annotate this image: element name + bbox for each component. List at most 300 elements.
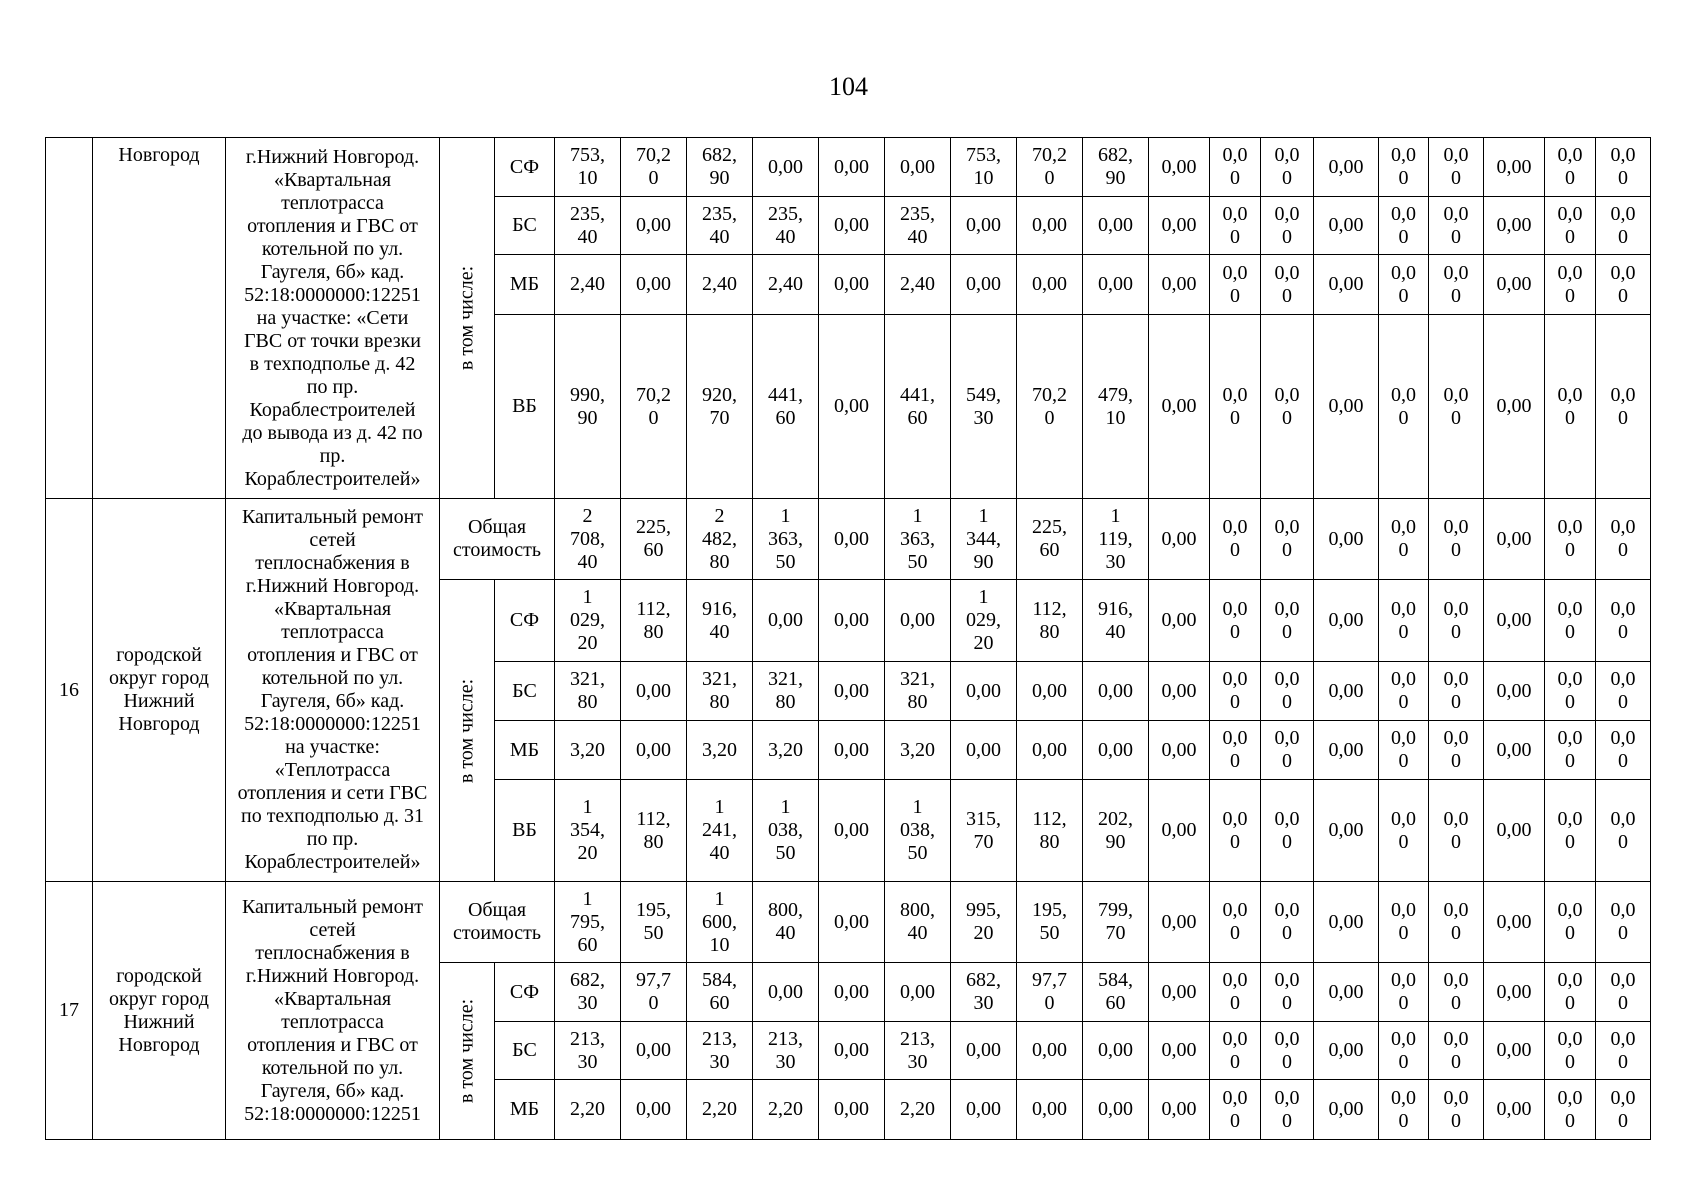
- amount-cell: [620, 579, 687, 662]
- municipality-line: Нижний: [123, 1010, 195, 1033]
- funding-source-cell: [494, 720, 555, 780]
- amount-cell: [1148, 137, 1210, 197]
- amount-cell: [620, 314, 687, 499]
- amount-value: 0,00: [1274, 668, 1300, 713]
- municipality-line: городской: [116, 964, 202, 987]
- amount-value: 0,00: [1328, 527, 1364, 550]
- amount-value: 235,40: [900, 202, 935, 248]
- amount-value: 112,80: [1032, 597, 1067, 643]
- item-number-cell: [45, 881, 93, 1140]
- amount-value: 2,20: [570, 1098, 605, 1120]
- amount-value: 0,00: [1274, 1027, 1300, 1073]
- amount-value: 0,00: [1328, 1098, 1364, 1120]
- amount-value: 0,00: [966, 1039, 1001, 1061]
- funding-source-label: МБ: [509, 738, 540, 761]
- object-name-cell: [225, 881, 440, 1140]
- amount-cell: [884, 779, 951, 882]
- amount-cell: [1595, 254, 1651, 315]
- amount-value: 0,00: [834, 1098, 869, 1120]
- amount-cell: [752, 779, 819, 882]
- funding-source-label: ВБ: [512, 819, 537, 841]
- amount-value: 0,00: [1557, 969, 1583, 1014]
- amount-cell: [1016, 779, 1083, 882]
- amount-value: 2,40: [570, 273, 605, 295]
- amount-value: 0,00: [1391, 202, 1416, 248]
- amount-cell: [884, 254, 951, 315]
- amount-value: 2,40: [768, 273, 803, 295]
- amount-cell: [686, 579, 753, 662]
- amount-value: 0,00: [1161, 738, 1197, 761]
- amount-value: 0,00: [1274, 899, 1300, 944]
- amount-cell: [1595, 661, 1651, 721]
- amount-value: 0,00: [1610, 668, 1636, 713]
- total-cost-label-cell: [439, 498, 555, 580]
- amount-value: 0,00: [1443, 668, 1469, 713]
- amount-value: 0,00: [1328, 273, 1364, 295]
- amount-value: 0,00: [1098, 1039, 1133, 1061]
- amount-value: 0,00: [1557, 1027, 1583, 1073]
- amount-value: 0,00: [834, 214, 869, 236]
- amount-cell: [752, 254, 819, 315]
- amount-cell: [554, 579, 621, 662]
- amount-cell: [554, 254, 621, 315]
- amount-value: 0,00: [1557, 597, 1583, 643]
- amount-cell: [884, 661, 951, 721]
- amount-cell: [686, 779, 753, 882]
- amount-value: 0,00: [1391, 597, 1416, 643]
- amount-cell: [1313, 962, 1379, 1022]
- amount-value: 0,00: [966, 738, 1001, 761]
- amount-value: 321,80: [570, 668, 605, 713]
- amount-cell: [818, 661, 885, 721]
- amount-cell: [1082, 779, 1149, 882]
- amount-value: 0,00: [1161, 1098, 1197, 1120]
- municipality-line: Новгород: [118, 713, 200, 735]
- item-number: 16: [59, 678, 79, 701]
- amount-cell: [1313, 137, 1379, 197]
- amount-cell: [1082, 720, 1149, 780]
- amount-value: 1 029,20: [570, 586, 605, 654]
- amount-cell: [1483, 137, 1545, 197]
- amount-value: 0,00: [1098, 273, 1133, 295]
- amount-value: 0,00: [1161, 819, 1197, 841]
- amount-cell: [1260, 962, 1314, 1022]
- amount-value: 0,00: [1222, 899, 1248, 944]
- amount-cell: [1209, 962, 1261, 1022]
- amount-cell: [1209, 1079, 1261, 1140]
- amount-value: 0,00: [1496, 910, 1532, 933]
- amount-value: 3,20: [702, 738, 737, 761]
- amount-value: 3,20: [768, 738, 803, 761]
- amount-cell: [686, 1021, 753, 1080]
- amount-value: 0,00: [1610, 727, 1636, 772]
- amount-cell: [1082, 196, 1149, 255]
- amount-value: 0,00: [1328, 819, 1364, 841]
- amount-value: 0,00: [1443, 202, 1469, 248]
- amount-value: 1 241,40: [702, 796, 737, 864]
- amount-value: 0,00: [1610, 1086, 1636, 1132]
- amount-value: 0,00: [1443, 144, 1469, 189]
- amount-cell: [1209, 779, 1261, 882]
- funding-source-label: ВБ: [512, 395, 537, 417]
- amount-value: 0,00: [1222, 383, 1248, 429]
- amount-value: 0,00: [1032, 214, 1067, 236]
- amount-value: 995,20: [966, 899, 1001, 944]
- object-name-line: теплотрасса: [281, 191, 384, 214]
- amount-value: 0,00: [1443, 1027, 1469, 1073]
- amount-cell: [1260, 779, 1314, 882]
- amount-cell: [1082, 314, 1149, 499]
- amount-value: 0,00: [1274, 1086, 1300, 1132]
- amount-cell: [1313, 254, 1379, 315]
- municipality-cell: [92, 498, 226, 882]
- amount-value: 0,00: [1443, 727, 1469, 772]
- amount-cell: [1082, 254, 1149, 315]
- amount-cell: [1378, 779, 1429, 882]
- amount-cell: [554, 314, 621, 499]
- amount-cell: [1428, 720, 1484, 780]
- amount-value: 441,60: [900, 383, 935, 429]
- amount-cell: [1544, 1079, 1596, 1140]
- amount-value: 584,60: [1098, 969, 1133, 1014]
- object-name-line: на участке: «Сети: [256, 306, 409, 329]
- object-name-line: отопления и ГВС от: [247, 644, 418, 666]
- amount-value: 0,00: [1161, 1039, 1197, 1061]
- object-name-line: ГВС от точки врезки: [243, 329, 422, 352]
- amount-value: 70,20: [636, 383, 671, 429]
- amount-cell: [818, 137, 885, 197]
- object-name-line: «Квартальная: [273, 168, 392, 191]
- amount-value: 0,00: [768, 609, 803, 631]
- amount-value: 0,00: [1610, 202, 1636, 248]
- amount-cell: [884, 196, 951, 255]
- amount-value: 0,00: [1032, 273, 1067, 295]
- amount-value: 70,20: [636, 144, 671, 189]
- amount-value: 1 038,50: [768, 796, 803, 864]
- including-label-cell: [439, 579, 495, 882]
- amount-value: 0,00: [1557, 668, 1583, 713]
- amount-cell: [1483, 962, 1545, 1022]
- amount-cell: [1148, 498, 1210, 580]
- amount-value: 0,00: [1496, 980, 1532, 1003]
- amount-value: 0,00: [1032, 1039, 1067, 1061]
- amount-value: 0,00: [1328, 679, 1364, 702]
- amount-cell: [1378, 661, 1429, 721]
- amount-value: 0,00: [1098, 1098, 1133, 1120]
- amount-cell: [1313, 1079, 1379, 1140]
- amount-value: 70,20: [1032, 144, 1067, 189]
- amount-cell: [1209, 579, 1261, 662]
- amount-cell: [1483, 720, 1545, 780]
- amount-cell: [950, 1079, 1017, 1140]
- amount-value: 0,00: [1161, 395, 1197, 417]
- amount-value: 213,30: [570, 1027, 605, 1073]
- funding-source-label: БС: [512, 214, 537, 236]
- amount-value: 0,00: [1610, 1027, 1636, 1073]
- amount-value: 195,50: [1032, 899, 1067, 944]
- amount-cell: [884, 137, 951, 197]
- amount-value: 0,00: [1098, 738, 1133, 761]
- amount-value: 0,00: [1274, 261, 1300, 307]
- amount-value: 753,10: [570, 144, 605, 189]
- amount-value: 0,00: [1222, 202, 1248, 248]
- amount-cell: [818, 1079, 885, 1140]
- amount-cell: [1428, 137, 1484, 197]
- amount-value: 0,00: [1557, 261, 1583, 307]
- amount-value: 0,00: [1443, 1086, 1469, 1132]
- object-name-cell: [225, 137, 440, 499]
- amount-cell: [1082, 661, 1149, 721]
- amount-value: 990,90: [570, 383, 605, 429]
- amount-cell: [950, 720, 1017, 780]
- amount-cell: [1544, 498, 1596, 580]
- amount-value: 112,80: [636, 807, 671, 853]
- amount-value: 0,00: [1032, 738, 1067, 761]
- object-name-line: Гаугеля, 6б» кад.: [260, 690, 405, 712]
- amount-cell: [1544, 314, 1596, 499]
- amount-cell: [1378, 196, 1429, 255]
- amount-value: 682,90: [1098, 144, 1133, 189]
- amount-cell: [1260, 254, 1314, 315]
- amount-cell: [554, 137, 621, 197]
- amount-cell: [620, 962, 687, 1022]
- amount-cell: [1378, 881, 1429, 963]
- amount-value: 0,00: [1222, 261, 1248, 307]
- amount-cell: [1016, 579, 1083, 662]
- object-name-line: в техподполье д. 42: [249, 352, 416, 375]
- amount-value: 0,00: [1161, 910, 1197, 933]
- object-name-line: котельной по ул.: [261, 237, 404, 260]
- amount-cell: [1016, 720, 1083, 780]
- amount-value: 0,00: [1496, 1098, 1532, 1120]
- municipality-cell: [92, 881, 226, 1140]
- object-name-line: Гаугеля, 6б» кад.: [260, 260, 405, 283]
- amount-value: 0,00: [1098, 214, 1133, 236]
- amount-value: 0,00: [834, 910, 869, 933]
- item-number-cell: [45, 137, 93, 499]
- amount-value: 479,10: [1098, 383, 1133, 429]
- amount-value: 920,70: [702, 383, 737, 429]
- amount-value: 0,00: [1391, 727, 1416, 772]
- amount-cell: [1016, 254, 1083, 315]
- amount-value: 800,40: [768, 899, 803, 944]
- object-name-line: сетей: [309, 529, 356, 551]
- amount-cell: [1148, 314, 1210, 499]
- amount-value: 0,00: [1222, 668, 1248, 713]
- amount-cell: [818, 1021, 885, 1080]
- amount-value: 0,00: [1222, 1086, 1248, 1132]
- amount-cell: [1428, 1021, 1484, 1080]
- object-name-line: по техподполью д. 31: [240, 805, 425, 827]
- amount-cell: [620, 498, 687, 580]
- amount-value: 0,00: [1274, 144, 1300, 189]
- amount-value: 112,80: [1032, 807, 1067, 853]
- amount-value: 0,00: [1391, 383, 1416, 429]
- amount-value: 0,00: [1610, 597, 1636, 643]
- amount-value: 0,00: [1391, 807, 1416, 853]
- amount-cell: [686, 1079, 753, 1140]
- amount-value: 0,00: [1496, 395, 1532, 417]
- amount-cell: [884, 962, 951, 1022]
- amount-value: 0,00: [1274, 383, 1300, 429]
- amount-cell: [1428, 661, 1484, 721]
- amount-value: 0,00: [768, 980, 803, 1003]
- amount-cell: [1148, 720, 1210, 780]
- amount-value: 441,60: [768, 383, 803, 429]
- amount-cell: [752, 579, 819, 662]
- item-number-cell: [45, 498, 93, 882]
- amount-value: 0,00: [1274, 516, 1300, 561]
- object-name-line: отопления и сети ГВС: [237, 782, 428, 804]
- object-name-line: Гаугеля, 6б» кад.: [260, 1079, 405, 1102]
- amount-value: 0,00: [1274, 807, 1300, 853]
- object-name-line: сетей: [309, 918, 356, 941]
- amount-value: 321,80: [768, 668, 803, 713]
- amount-cell: [950, 579, 1017, 662]
- amount-cell: [1378, 720, 1429, 780]
- funding-source-cell: [494, 962, 555, 1022]
- amount-value: 97,70: [636, 969, 671, 1014]
- amount-cell: [1595, 579, 1651, 662]
- amount-cell: [1148, 779, 1210, 882]
- object-name-line: Кораблестроителей»: [244, 467, 421, 490]
- amount-cell: [1483, 314, 1545, 499]
- amount-value: 0,00: [1557, 727, 1583, 772]
- amount-value: 1 344,90: [966, 504, 1001, 573]
- amount-cell: [1544, 254, 1596, 315]
- amount-value: 584,60: [702, 969, 737, 1014]
- amount-cell: [950, 498, 1017, 580]
- funding-source-label: СФ: [509, 609, 540, 631]
- amount-value: 0,00: [1443, 597, 1469, 643]
- object-name-line: г.Нижний Новгород.: [245, 145, 420, 168]
- amount-value: 0,00: [1557, 1086, 1583, 1132]
- amount-cell: [1082, 137, 1149, 197]
- amount-cell: [686, 314, 753, 499]
- amount-cell: [554, 779, 621, 882]
- amount-value: 0,00: [1443, 807, 1469, 853]
- amount-cell: [620, 254, 687, 315]
- amount-cell: [1313, 498, 1379, 580]
- amount-cell: [1378, 1021, 1429, 1080]
- amount-cell: [1209, 1021, 1261, 1080]
- amount-cell: [1595, 137, 1651, 197]
- amount-value: 0,00: [1328, 738, 1364, 761]
- amount-value: 235,40: [570, 202, 605, 248]
- amount-cell: [1313, 1021, 1379, 1080]
- amount-cell: [1378, 962, 1429, 1022]
- amount-value: 0,00: [1496, 273, 1532, 295]
- amount-value: 0,00: [636, 214, 671, 236]
- amount-value: 0,00: [900, 609, 935, 631]
- amount-cell: [1544, 1021, 1596, 1080]
- amount-cell: [884, 720, 951, 780]
- amount-cell: [752, 314, 819, 499]
- funding-source-cell: [494, 196, 555, 255]
- amount-cell: [818, 962, 885, 1022]
- funding-source-cell: [494, 779, 555, 882]
- amount-value: 0,00: [1443, 899, 1469, 944]
- amount-cell: [950, 962, 1017, 1022]
- including-label: в том числе:: [455, 998, 478, 1104]
- amount-cell: [686, 137, 753, 197]
- amount-value: 225,60: [1032, 516, 1067, 561]
- amount-cell: [1082, 579, 1149, 662]
- amount-value: 0,00: [1610, 899, 1636, 944]
- amount-value: 315,70: [966, 807, 1001, 853]
- amount-cell: [1428, 962, 1484, 1022]
- amount-value: 202,90: [1098, 807, 1133, 853]
- total-cost-label: Общая стоимость: [453, 516, 541, 561]
- municipality-cell: [92, 137, 226, 499]
- amount-value: 0,00: [1391, 1027, 1416, 1073]
- including-label: в том числе:: [455, 678, 478, 783]
- amount-value: 0,00: [1161, 155, 1197, 178]
- amount-cell: [818, 720, 885, 780]
- funding-source-cell: [494, 137, 555, 197]
- amount-value: 799,70: [1098, 899, 1133, 944]
- amount-cell: [1595, 962, 1651, 1022]
- object-name-line: теплоснабжения в: [255, 941, 410, 964]
- object-name-line: «Квартальная: [273, 598, 392, 620]
- amount-value: 0,00: [636, 1098, 671, 1120]
- amount-value: 0,00: [834, 738, 869, 761]
- amount-value: 0,00: [834, 609, 869, 631]
- amount-value: 0,00: [1222, 969, 1248, 1014]
- amount-cell: [884, 579, 951, 662]
- object-name-line: «Квартальная: [273, 987, 392, 1010]
- amount-cell: [1148, 1021, 1210, 1080]
- amount-cell: [752, 498, 819, 580]
- amount-cell: [686, 661, 753, 721]
- amount-cell: [1428, 1079, 1484, 1140]
- amount-cell: [1209, 137, 1261, 197]
- amount-cell: [884, 498, 951, 580]
- amount-cell: [1595, 779, 1651, 882]
- amount-value: 0,00: [1391, 1086, 1416, 1132]
- amount-cell: [1483, 196, 1545, 255]
- amount-value: 0,00: [834, 679, 869, 702]
- amount-value: 0,00: [1274, 727, 1300, 772]
- amount-cell: [1260, 1079, 1314, 1140]
- amount-cell: [950, 1021, 1017, 1080]
- funding-source-label: БС: [512, 679, 537, 702]
- object-name-line: г.Нижний Новгород.: [245, 575, 420, 597]
- amount-cell: [1209, 314, 1261, 499]
- object-name-line: Кораблестроителей»: [244, 851, 421, 873]
- amount-cell: [1148, 962, 1210, 1022]
- amount-cell: [1595, 1079, 1651, 1140]
- amount-cell: [818, 254, 885, 315]
- amount-cell: [620, 137, 687, 197]
- amount-cell: [1209, 720, 1261, 780]
- funding-source-label: МБ: [509, 1098, 540, 1120]
- amount-cell: [554, 498, 621, 580]
- amount-value: 0,00: [1032, 1098, 1067, 1120]
- object-name-line: по пр.: [306, 375, 359, 398]
- amount-cell: [752, 661, 819, 721]
- amount-value: 0,00: [1443, 383, 1469, 429]
- amount-cell: [1260, 1021, 1314, 1080]
- amount-cell: [1595, 720, 1651, 780]
- amount-cell: [1544, 579, 1596, 662]
- amount-value: 0,00: [834, 273, 869, 295]
- amount-cell: [752, 196, 819, 255]
- amount-value: 213,30: [900, 1027, 935, 1073]
- amount-cell: [620, 779, 687, 882]
- amount-cell: [752, 1079, 819, 1140]
- amount-value: 225,60: [636, 516, 671, 561]
